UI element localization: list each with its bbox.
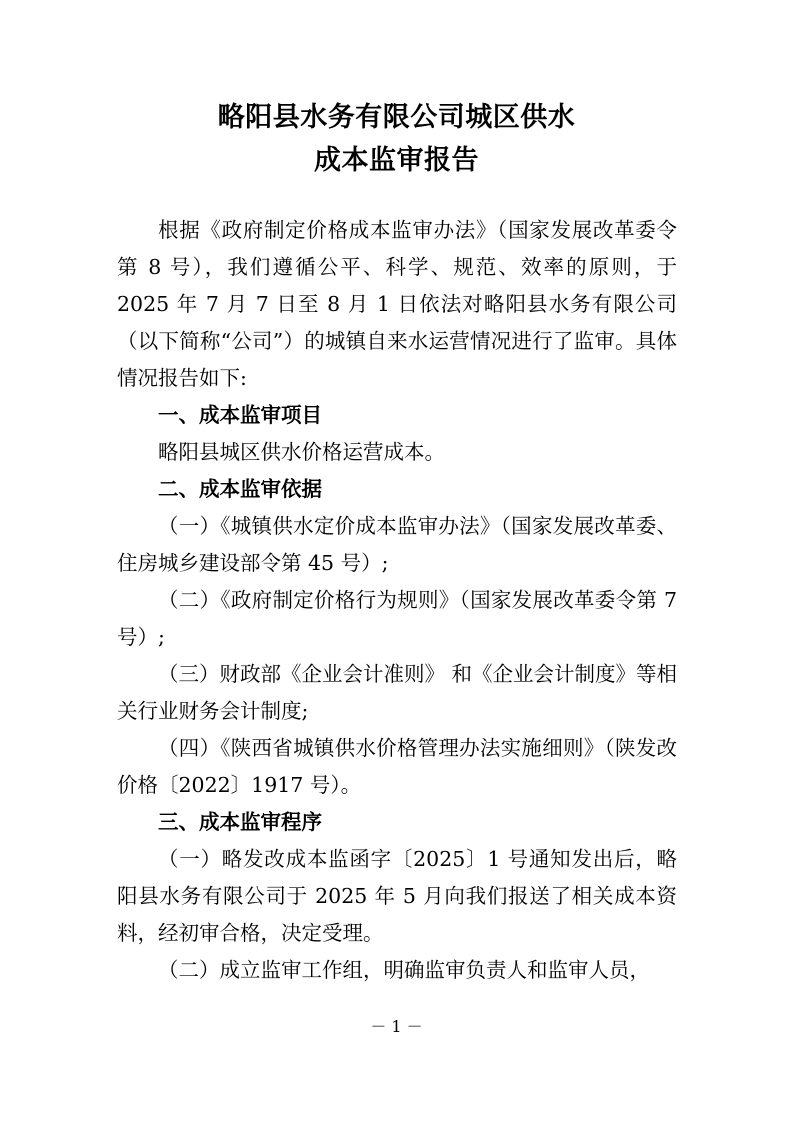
report-title-line-2: 成本监审报告 [314, 145, 479, 176]
basis-item-1: （一）《城镇供水定价成本监审办法》（国家发展改革委、住房城乡建设部令第 45 号）; [117, 514, 677, 575]
basis-item-2: （二）《政府制定价格行为规则》（国家发展改革委令第 7 号）; [117, 588, 677, 649]
section-heading-1: 一、成本监审项目 [158, 403, 322, 427]
procedure-item-1: （一）略发改成本监函字〔2025〕1 号通知发出后，略阳县水务有限公司于 2025 年 5 月向我们报送了相关成本资料，经初审合格，决定受理。 [117, 847, 677, 945]
basis-item-4: （四）《陕西省城镇供水价格管理办法实施细则》（陕发改价格〔2022〕1917 号）。 [117, 736, 677, 797]
section-heading-2: 二、成本监审依据 [158, 477, 322, 501]
page-number: － 1 － [370, 1017, 423, 1036]
basis-item-3: （三）财政部《企业会计准则》 和《企业会计制度》等相关行业财务会计制度; [117, 662, 678, 723]
paragraph: 略阳县城区供水价格运营成本。 [158, 440, 445, 464]
report-title-line-1: 略阳县水务有限公司城区供水 [217, 102, 576, 133]
procedure-item-2: （二）成立监审工作组，明确监审负责人和监审人员， [158, 958, 650, 982]
section-heading-3: 三、成本监审程序 [158, 810, 322, 834]
intro-paragraph: 根据《政府制定价格成本监审办法》（国家发展改革委令第 8 号），我们遵循公平、科学、规范、效率的原则，于 2025 年 7 月 7 日至 8 月 1 日依法对略阳县水务有限公司（以下简称“公司”）的城镇自来水运营情况进行了监审。具体情况报告如下: [117, 218, 677, 390]
report-body [117, 212, 677, 989]
